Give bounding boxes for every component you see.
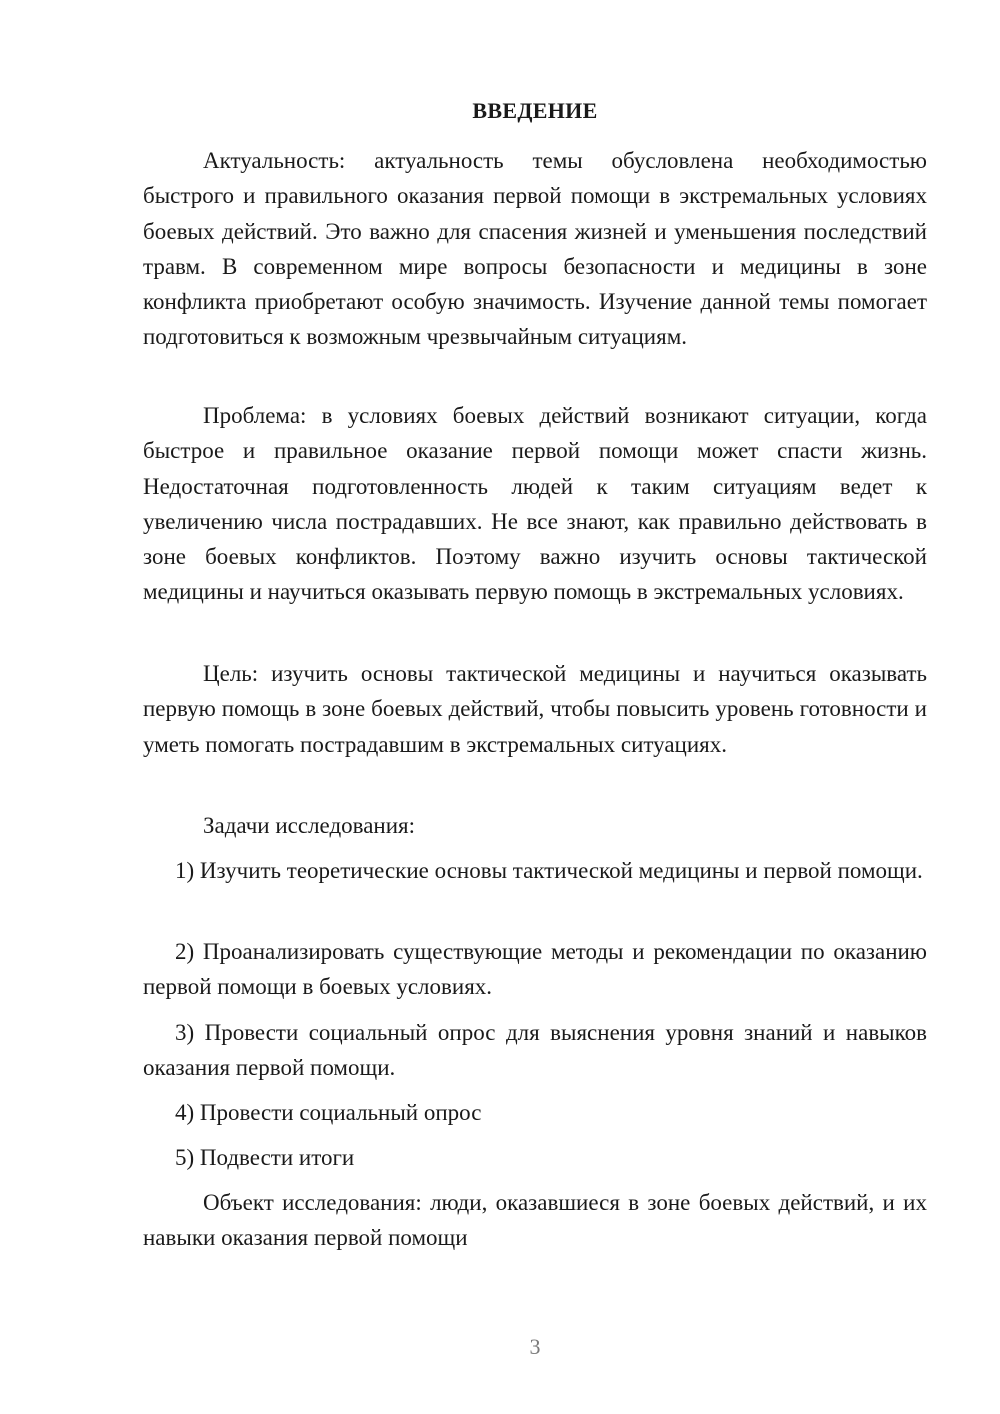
task-item-2: 2) Проанализировать существующие методы и рекомендации по оказанию первой помощи в боевых условиях. (143, 939, 927, 1000)
relevance-paragraph: Актуальность: актуальность темы обусловлена необходимостью быстрого и правильного оказания первой помощи в экстремальных условиях боевых действий. Это важно для спасения жизней и уменьшения последствий травм. В современном мире вопросы безопасности и медицины в зоне конфликта приобретают особую значимость. Изучение данной темы помогает подготовиться к возможным чрезвычайным ситуациям. (143, 148, 927, 350)
task-item-1: 1) Изучить теоретические основы тактической медицины и первой помощи. (175, 858, 923, 883)
task-item-3: 3) Провести социальный опрос для выяснения уровня знаний и навыков оказания первой помощи. (143, 1020, 927, 1081)
page-number: 3 (529, 1334, 541, 1359)
task-item-5: 5) Подвести итоги (175, 1145, 355, 1170)
task-item-4: 4) Провести социальный опрос (175, 1100, 482, 1125)
problem-paragraph: Проблема: в условиях боевых действий возникают ситуации, когда быстрое и правильное оказание первой помощи может спасти жизнь. Недостаточная подготовленность людей к таким ситуациям ведет к увеличению числа пострадавших. Не все знают, как правильно действовать в зоне боевых конфликтов. Поэтому важно изучить основы тактической медицины и научиться оказывать первую помощь в экстремальных условиях. (143, 403, 927, 605)
goal-paragraph: Цель: изучить основы тактической медицины и научиться оказывать первую помощь в зоне боевых действий, чтобы повысить уровень готовности и уметь помогать пострадавшим в экстремальных ситуациях. (143, 661, 927, 757)
object-paragraph: Объект исследования: люди, оказавшиеся в зоне боевых действий, и их навыки оказания первой помощи (143, 1190, 927, 1251)
page-title: ВВЕДЕНИЕ (472, 98, 598, 123)
tasks-heading: Задачи исследования: (203, 813, 416, 838)
